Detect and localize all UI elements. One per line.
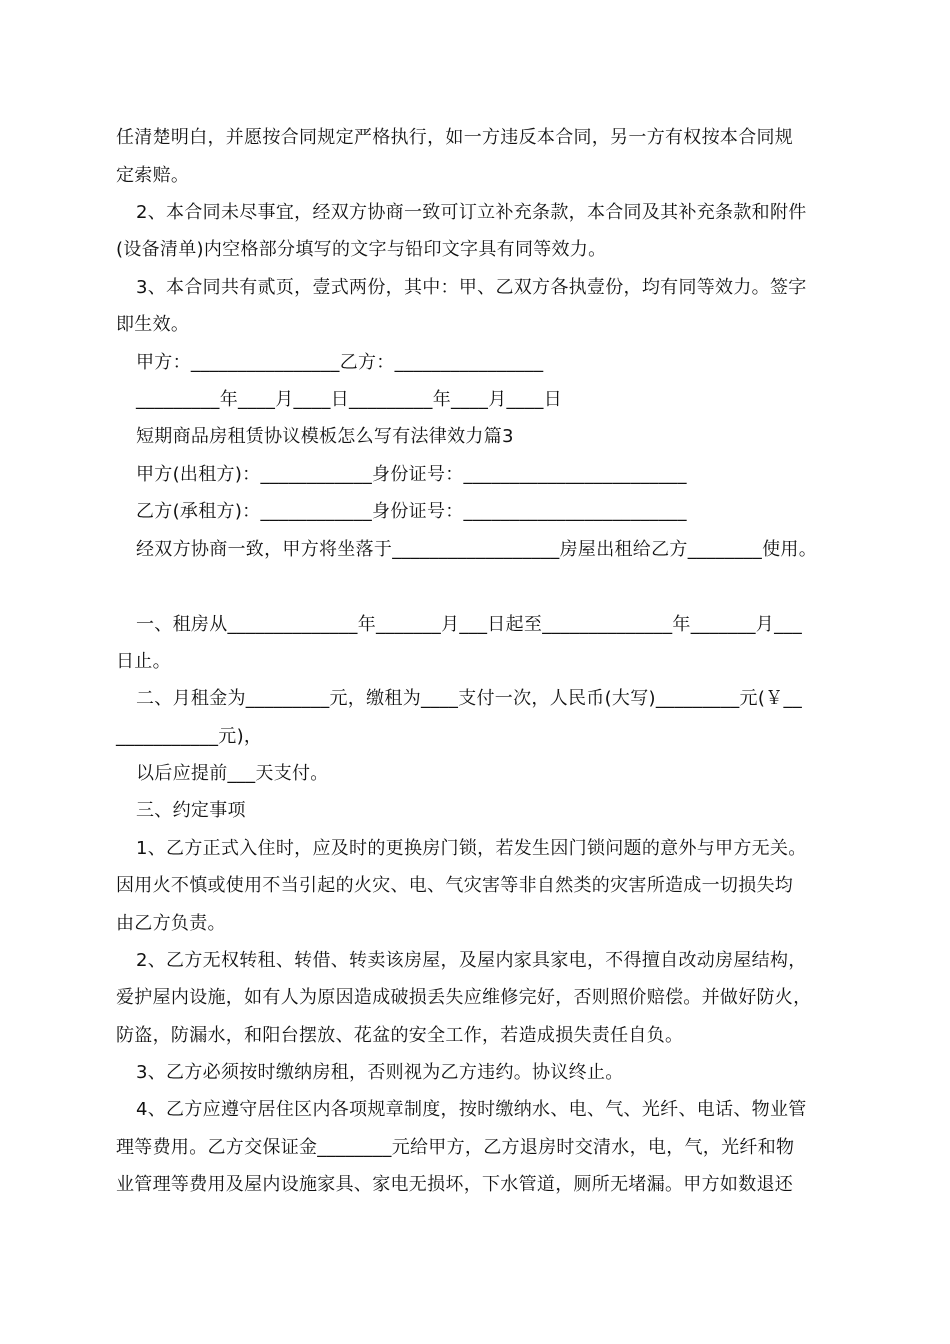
- signature-line: 甲方：________________乙方：________________: [136, 352, 544, 373]
- text-line: 业管理等费用及屋内设施家具、家电无损坏，下水管道，厕所无堵漏。甲方如数退还: [116, 1174, 794, 1195]
- text-line: 经双方协商一致，甲方将坐落于__________________房屋出租给乙方________使用。: [136, 539, 817, 560]
- text-line: 4、乙方应遵守居住区内各项规章制度，按时缴纳水、电、气、光纤、电话、物业管: [136, 1099, 807, 1120]
- text-line: 爱护屋内设施，如有人为原因造成破损丢失应维修完好，否则照价赔偿。并做好防火，: [116, 987, 812, 1008]
- text-line: 3、乙方必须按时缴纳房租，否则视为乙方违约。协议终止。: [136, 1062, 624, 1083]
- text-line: 2、乙方无权转租、转借、转卖该房屋，及屋内家具家电，不得擅自改动房屋结构，: [136, 950, 807, 971]
- party-a-line: 甲方(出租方)：____________身份证号：________________________: [136, 464, 687, 485]
- text-line: 日止。: [116, 651, 171, 672]
- text-line: 以后应提前___天支付。: [136, 763, 329, 784]
- party-b-line: 乙方(承租方)：____________身份证号：________________________: [136, 501, 687, 522]
- text-line: 由乙方负责。: [116, 913, 226, 934]
- text-line: 防盗，防漏水，和阳台摆放、花盆的安全工作，若造成损失责任自负。: [116, 1025, 684, 1046]
- text-line: 任清楚明白，并愿按合同规定严格执行，如一方违反本合同，另一方有权按本合同规: [116, 127, 794, 148]
- text-line: 二、月租金为_________元，缴租为____支付一次，人民币(大写)_________元(￥__: [136, 688, 803, 709]
- text-line: (设备清单)内空格部分填写的文字与铅印文字具有同等效力。: [116, 239, 607, 260]
- section-title: 短期商品房租赁协议模板怎么写有法律效力篇3: [136, 426, 514, 447]
- text-line: 理等费用。乙方交保证金________元给甲方，乙方退房时交清水，电，气，光纤和物: [116, 1137, 795, 1158]
- text-line: 因用火不慎或使用不当引起的火灾、电、气灾害等非自然类的灾害所造成一切损失均: [116, 875, 794, 896]
- text-line: 即生效。: [116, 314, 190, 335]
- section-heading: 三、约定事项: [136, 800, 246, 821]
- text-line: 一、租房从______________年_______月___日起至______________年_______月___: [136, 614, 802, 635]
- text-line: ___________元)，: [116, 726, 263, 747]
- date-line: _________年____月____日_________年____月____日: [136, 389, 562, 410]
- text-line: 定索赔。: [116, 165, 190, 186]
- text-line: 2、本合同未尽事宜，经双方协商一致可订立补充条款，本合同及其补充条款和附件: [136, 202, 807, 223]
- text-line: 1、乙方正式入住时，应及时的更换房门锁，若发生因门锁问题的意外与甲方无关。: [136, 838, 807, 859]
- text-line: 3、本合同共有贰页，壹式两份，其中：甲、乙双方各执壹份，均有同等效力。签字: [136, 277, 807, 298]
